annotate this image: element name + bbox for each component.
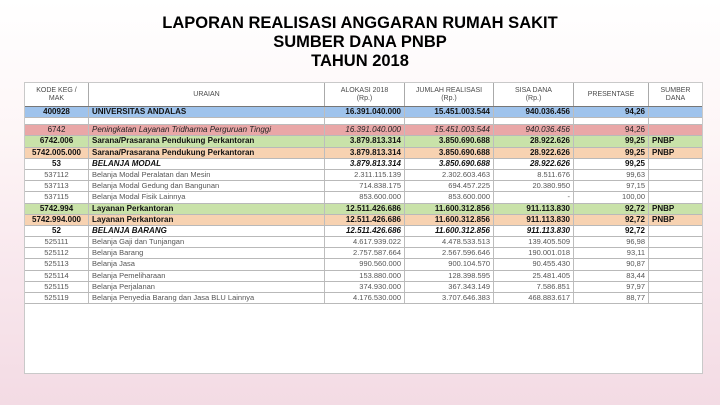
cell-sumber-dana: PNBP: [652, 136, 675, 146]
table-row: [25, 192, 702, 203]
cell-sumber-dana: [649, 107, 702, 117]
cell-sisa-dana: 8.511.676: [494, 170, 574, 180]
cell-alokasi: 714.838.175: [325, 181, 405, 191]
table-row: [25, 125, 702, 136]
table-header: [25, 83, 702, 107]
table-row: [25, 293, 702, 304]
cell-alokasi: [325, 118, 405, 124]
cell-jumlah-realisasi: 853.600.000: [405, 192, 494, 202]
cell-sumber-dana: PNBP: [652, 147, 675, 157]
cell-sisa-dana: 911.113.830: [494, 215, 574, 225]
report-title: [0, 14, 720, 71]
cell-alokasi: 153.880.000: [325, 271, 405, 281]
cell-sisa-dana: 139.405.509: [494, 237, 574, 247]
table-row: [25, 107, 702, 118]
cell-jumlah-realisasi: 128.398.595: [405, 271, 494, 281]
cell-jumlah-realisasi: 15.451.003.544: [405, 125, 494, 135]
cell-uraian: Sarana/Prasarana Pendukung Perkantoran: [89, 136, 325, 146]
cell-alokasi: 2.311.115.139: [325, 170, 405, 180]
cell-kode: 6742.006: [25, 136, 89, 146]
cell-uraian: Sarana/Prasarana Pendukung Perkantoran: [89, 148, 325, 158]
cell-presentase: 88,77: [574, 293, 649, 303]
cell-sumber-dana: [649, 282, 702, 292]
header-jumlah-realisasi: JUMLAH REALISASI (Rp.): [405, 83, 494, 106]
cell-alokasi: 2.757.587.664: [325, 248, 405, 258]
cell-presentase: 90,87: [574, 259, 649, 269]
cell-alokasi: 3.879.813.314: [325, 148, 405, 158]
cell-jumlah-realisasi: 11.600.312.856: [405, 215, 494, 225]
cell-jumlah-realisasi: 15.451.003.544: [405, 107, 494, 117]
cell-sumber-dana: [649, 248, 702, 258]
cell-sisa-dana: 190.001.018: [494, 248, 574, 258]
cell-sumber-dana: [649, 271, 702, 281]
title-line-3: TAHUN 2018: [311, 52, 409, 70]
cell-uraian: Belanja Modal Gedung dan Bangunan: [89, 181, 325, 191]
cell-kode: 537112: [25, 170, 89, 180]
budget-table: [24, 82, 703, 374]
cell-uraian: Belanja Modal Fisik Lainnya: [89, 192, 325, 202]
cell-sisa-dana: [494, 118, 574, 124]
cell-jumlah-realisasi: 2.567.596.646: [405, 248, 494, 258]
cell-jumlah-realisasi: 3.850.690.688: [405, 148, 494, 158]
cell-kode: 5742.005.000: [25, 148, 89, 158]
cell-jumlah-realisasi: 900.104.570: [405, 259, 494, 269]
cell-sumber-dana: [649, 125, 702, 135]
cell-alokasi: 16.391.040.000: [325, 107, 405, 117]
cell-sisa-dana: 20.380.950: [494, 181, 574, 191]
cell-jumlah-realisasi: 4.478.533.513: [405, 237, 494, 247]
cell-sumber-dana: [649, 259, 702, 269]
cell-kode: 53: [25, 159, 89, 169]
cell-presentase: 92,72: [574, 215, 649, 225]
cell-alokasi: 4.617.939.022: [325, 237, 405, 247]
header-uraian: URAIAN: [89, 83, 325, 106]
cell-uraian: BELANJA MODAL: [89, 159, 325, 169]
table-body: [25, 107, 702, 304]
cell-presentase: 99,25: [574, 148, 649, 158]
cell-sisa-dana: 468.883.617: [494, 293, 574, 303]
cell-uraian: [89, 118, 325, 124]
table-row: [25, 282, 702, 293]
table-row: [25, 237, 702, 248]
cell-alokasi: 12.511.426.686: [325, 204, 405, 214]
header-presentase: PRESENTASE: [574, 83, 649, 106]
cell-alokasi: 3.879.813.314: [325, 159, 405, 169]
cell-uraian: Belanja Gaji dan Tunjangan: [89, 237, 325, 247]
cell-sisa-dana: 90.455.430: [494, 259, 574, 269]
cell-sisa-dana: 940.036.456: [494, 125, 574, 135]
header-alokasi: ALOKASI 2018 (Rp.): [325, 83, 405, 106]
cell-sumber-dana: [649, 159, 702, 169]
cell-jumlah-realisasi: 3.850.690.688: [405, 159, 494, 169]
cell-presentase: 99,25: [574, 136, 649, 146]
table-row: [25, 118, 702, 125]
header-sumber-dana: SUMBER DANA: [660, 86, 691, 102]
cell-presentase: 96,98: [574, 237, 649, 247]
cell-sumber-dana: [649, 181, 702, 191]
cell-kode: 525111: [25, 237, 89, 247]
table-row: [25, 215, 702, 226]
table-row: [25, 181, 702, 192]
cell-sumber-dana: [649, 170, 702, 180]
cell-kode: 5742.994.000: [25, 215, 89, 225]
cell-presentase: 97,15: [574, 181, 649, 191]
table-row: [25, 148, 702, 159]
cell-sisa-dana: 25.481.405: [494, 271, 574, 281]
cell-sisa-dana: 940.036.456: [494, 107, 574, 117]
cell-uraian: Layanan Perkantoran: [89, 215, 325, 225]
cell-alokasi: 4.176.530.000: [325, 293, 405, 303]
table-row: [25, 271, 702, 282]
cell-uraian: Layanan Perkantoran: [89, 204, 325, 214]
cell-sisa-dana: 7.586.851: [494, 282, 574, 292]
cell-kode: 52: [25, 226, 89, 236]
cell-jumlah-realisasi: 3.707.646.383: [405, 293, 494, 303]
cell-uraian: UNIVERSITAS ANDALAS: [89, 107, 325, 117]
table-row: [25, 170, 702, 181]
cell-sumber-dana: [649, 293, 702, 303]
header-sisa-dana: SISA DANA (Rp.): [494, 83, 574, 106]
cell-presentase: 92,72: [574, 204, 649, 214]
cell-sisa-dana: -: [494, 192, 574, 202]
cell-presentase: [574, 118, 649, 124]
cell-kode: 537113: [25, 181, 89, 191]
cell-uraian: Belanja Jasa: [89, 259, 325, 269]
table-row: [25, 136, 702, 147]
cell-kode: 525113: [25, 259, 89, 269]
cell-kode: 525112: [25, 248, 89, 258]
cell-presentase: 99,25: [574, 159, 649, 169]
cell-presentase: 100,00: [574, 192, 649, 202]
cell-sisa-dana: 28.922.626: [494, 159, 574, 169]
cell-kode: 537115: [25, 192, 89, 202]
cell-kode: 6742: [25, 125, 89, 135]
cell-presentase: 83,44: [574, 271, 649, 281]
table-row: [25, 159, 702, 170]
cell-presentase: 94,26: [574, 125, 649, 135]
cell-uraian: BELANJA BARANG: [89, 226, 325, 236]
table-row: [25, 204, 702, 215]
cell-alokasi: 12.511.426.686: [325, 215, 405, 225]
title-line-2: SUMBER DANA PNBP: [273, 33, 447, 51]
cell-alokasi: 853.600.000: [325, 192, 405, 202]
cell-sisa-dana: 28.922.626: [494, 148, 574, 158]
cell-presentase: 92,72: [574, 226, 649, 236]
cell-alokasi: 3.879.813.314: [325, 136, 405, 146]
cell-presentase: 94,26: [574, 107, 649, 117]
header-kode: KODE KEG / MAK: [25, 83, 89, 106]
cell-uraian: Belanja Pemeliharaan: [89, 271, 325, 281]
cell-presentase: 97,97: [574, 282, 649, 292]
cell-alokasi: 374.930.000: [325, 282, 405, 292]
cell-sumber-dana: [649, 226, 702, 236]
cell-alokasi: 16.391.040.000: [325, 125, 405, 135]
cell-presentase: 93,11: [574, 248, 649, 258]
cell-uraian: Belanja Penyedia Barang dan Jasa BLU Lainnya: [89, 293, 325, 303]
cell-jumlah-realisasi: 694.457.225: [405, 181, 494, 191]
cell-kode: [25, 118, 89, 124]
cell-uraian: Peningkatan Layanan Tridharma Perguruan Tinggi: [89, 125, 325, 135]
cell-sumber-dana: PNBP: [652, 203, 675, 213]
cell-jumlah-realisasi: 11.600.312.856: [405, 226, 494, 236]
cell-kode: 525114: [25, 271, 89, 281]
cell-sumber-dana: [649, 237, 702, 247]
cell-sisa-dana: 911.113.830: [494, 226, 574, 236]
cell-jumlah-realisasi: 3.850.690.688: [405, 136, 494, 146]
cell-sisa-dana: 28.922.626: [494, 136, 574, 146]
table-row: [25, 248, 702, 259]
cell-jumlah-realisasi: 2.302.603.463: [405, 170, 494, 180]
cell-jumlah-realisasi: 367.343.149: [405, 282, 494, 292]
table-row: [25, 259, 702, 270]
cell-jumlah-realisasi: [405, 118, 494, 124]
cell-uraian: Belanja Barang: [89, 248, 325, 258]
cell-sumber-dana: PNBP: [652, 214, 675, 224]
cell-sumber-dana: [649, 192, 702, 202]
title-line-1: LAPORAN REALISASI ANGGARAN RUMAH SAKIT: [162, 14, 558, 32]
table-row: [25, 226, 702, 237]
cell-uraian: Belanja Modal Peralatan dan Mesin: [89, 170, 325, 180]
cell-kode: 400928: [25, 107, 89, 117]
cell-alokasi: 12.511.426.686: [325, 226, 405, 236]
cell-alokasi: 990.560.000: [325, 259, 405, 269]
cell-sisa-dana: 911.113.830: [494, 204, 574, 214]
cell-uraian: Belanja Perjalanan: [89, 282, 325, 292]
cell-kode: 525119: [25, 293, 89, 303]
cell-sumber-dana: [649, 118, 702, 124]
cell-kode: 525115: [25, 282, 89, 292]
cell-presentase: 99,63: [574, 170, 649, 180]
cell-kode: 5742.994: [25, 204, 89, 214]
cell-jumlah-realisasi: 11.600.312.856: [405, 204, 494, 214]
